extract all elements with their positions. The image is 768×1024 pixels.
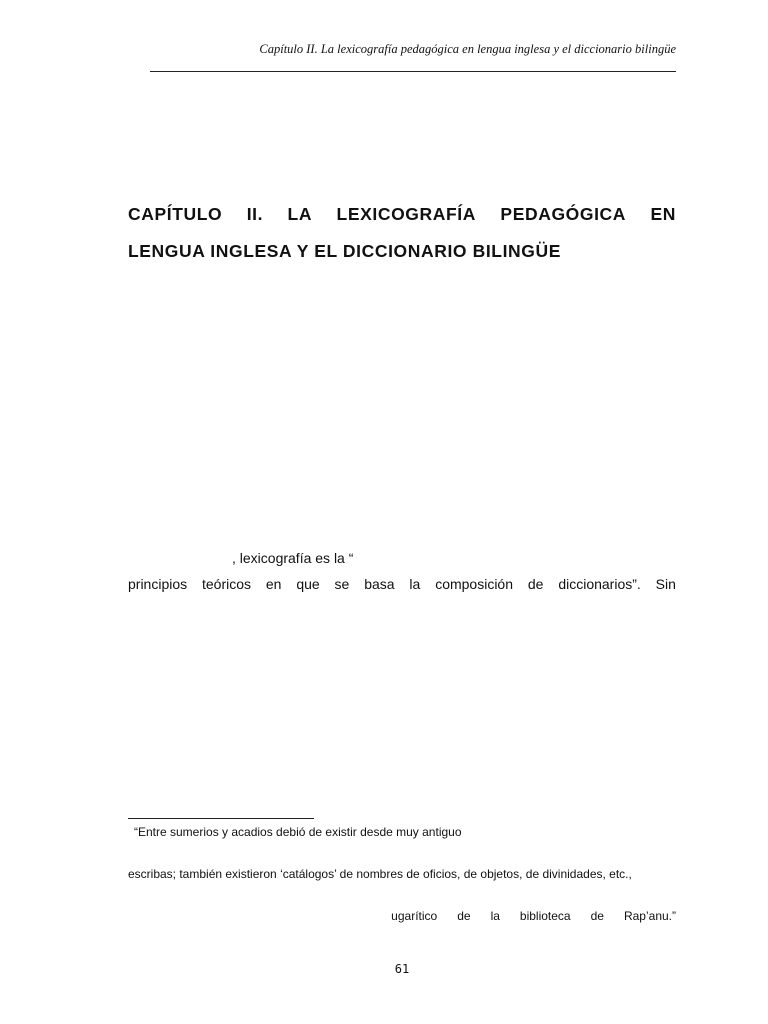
chapter-title-line-2: LENGUA INGLESA Y EL DICCIONARIO BILINGÜE	[128, 241, 562, 261]
body-word: composición	[435, 576, 514, 592]
footnote-word: ugarítico	[391, 909, 438, 923]
footnote-word: biblioteca	[519, 909, 571, 923]
footnote-line-3	[128, 909, 676, 923]
body-word: diccionarios”.	[558, 576, 641, 592]
body-text-fragment: , lexicografía es la “	[232, 550, 354, 566]
body-word: basa	[364, 576, 395, 592]
body-text-line-2	[128, 576, 676, 592]
running-header: Capítulo II. La lexicografía pedagógica en lengua inglesa y el diccionario bilingüe	[259, 42, 676, 56]
body-word: que	[296, 576, 320, 592]
title-word: PEDAGÓGICA	[500, 204, 627, 224]
footnote-word: Rap’anu.”	[623, 909, 676, 923]
footnote-separator	[128, 818, 314, 819]
footnote-word: de	[457, 909, 471, 923]
title-word: EN	[650, 204, 676, 224]
body-word: se	[334, 576, 350, 592]
title-word: LEXICOGRAFÍA	[336, 204, 476, 224]
title-word: LA	[287, 204, 313, 224]
body-word: de	[527, 576, 544, 592]
body-word: principios	[128, 576, 188, 592]
body-word: Sin	[655, 576, 676, 592]
header-rule	[150, 71, 676, 72]
body-word: teóricos	[202, 576, 252, 592]
footnote-word: la	[490, 909, 500, 923]
footnote-line-1: “Entre sumerios y acadios debió de existir desde muy antiguo	[134, 825, 462, 839]
title-word: CAPÍTULO	[128, 204, 223, 224]
title-word: II.	[246, 204, 264, 224]
body-word: en	[265, 576, 282, 592]
page-number: 61	[394, 962, 410, 976]
footnote-line-2: escribas; también existieron ‘catálogos’ de nombres de oficios, de objetos, de divinidades, etc.,	[128, 867, 632, 881]
chapter-title-line-1	[128, 204, 676, 225]
body-word: la	[409, 576, 421, 592]
footnote-word: de	[590, 909, 604, 923]
